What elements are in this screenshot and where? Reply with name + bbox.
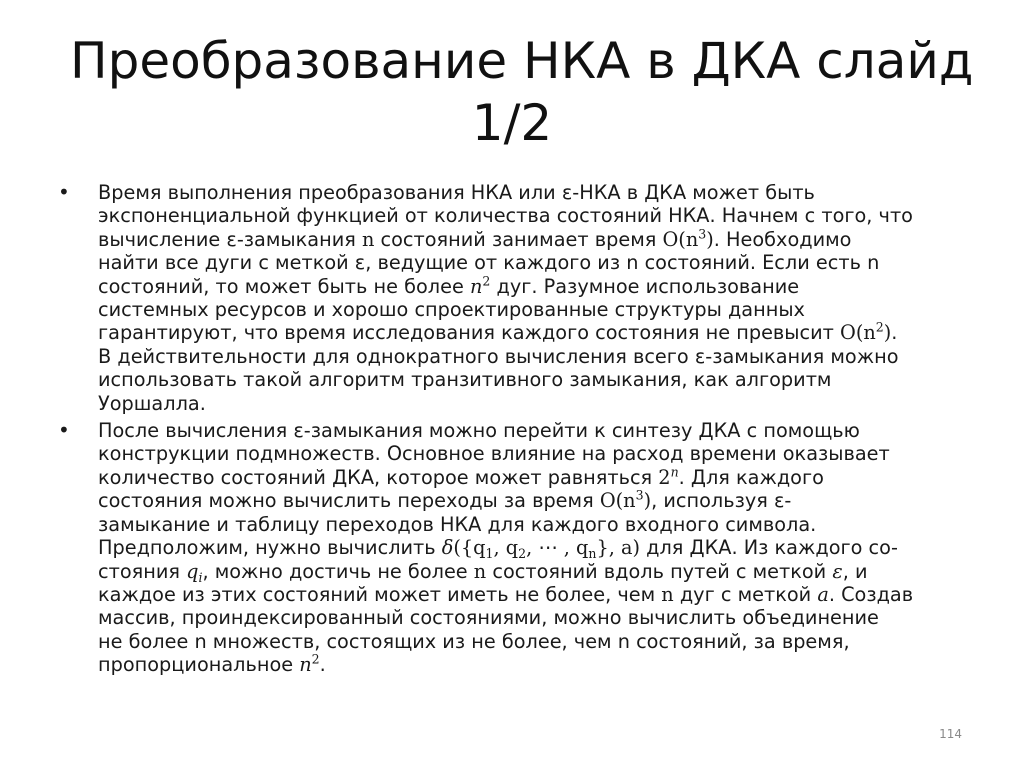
b1-line-3 bbox=[98, 228, 978, 251]
b1-l3-close: ) bbox=[706, 227, 714, 251]
b2-l8-text-c: . Создав bbox=[828, 582, 914, 606]
b2-l8-n: n bbox=[661, 582, 674, 606]
b1-l3-math-o bbox=[662, 228, 713, 251]
b2-l3-math-base: 2 bbox=[658, 465, 671, 489]
b2-line-2: конструкции подмножеств. Основное влияние на расход времени оказывает bbox=[98, 442, 890, 466]
slide-body bbox=[58, 181, 978, 681]
b2-l4-close: ) bbox=[643, 489, 652, 513]
b1-line-4: найти все дуги с меткой ε, ведущие от каждого из n состояний. Если есть n bbox=[98, 251, 880, 275]
b2-line-1: После вычисления ε-замыкания можно перейти к синтезу ДКА с помощью bbox=[98, 419, 860, 443]
b2-l6-close: }, a) bbox=[596, 536, 641, 560]
b2-l8-text-a: каждое из этих состояний может иметь не более, чем bbox=[98, 582, 662, 606]
b2-l4-sup: 3 bbox=[635, 487, 644, 503]
b2-l6-formula bbox=[453, 536, 640, 559]
b2-l11-text-b: . bbox=[319, 653, 326, 677]
b2-l7-sub: i bbox=[198, 569, 203, 585]
b2-l4-o: O(n bbox=[599, 489, 636, 513]
b2-l6-comma: , q bbox=[493, 536, 519, 560]
b2-l6-delta: δ bbox=[441, 536, 454, 560]
b2-l8-a: a bbox=[817, 582, 829, 606]
b2-l6-sub2: 2 bbox=[518, 545, 527, 561]
b1-l3-math-n: n bbox=[361, 227, 375, 251]
b1-l7-math-o bbox=[840, 321, 891, 344]
title-line-2: 1/2 bbox=[471, 94, 553, 152]
bullet-item-2 bbox=[58, 419, 978, 676]
b2-line-10: не более n множеств, состоящих из не более, чем n состояний, за время, bbox=[98, 629, 850, 653]
b1-line-1: Время выполнения преобразования НКА или ε-НКА в ДКА может быть bbox=[98, 181, 815, 204]
b1-l5-text-b: дуг. Разумное использование bbox=[490, 274, 800, 298]
b1-l3-o: O(n bbox=[662, 227, 699, 251]
b2-l7-n: n bbox=[473, 559, 487, 583]
bullet-point-1: • bbox=[58, 180, 70, 204]
b1-l5-math-n: n bbox=[469, 274, 483, 298]
b1-line-6: системных ресурсов и хорошо спроектированные структуры данных bbox=[98, 298, 805, 322]
b2-l6-text-b: для ДКА. Из каждого со- bbox=[640, 536, 898, 560]
b2-l6-subn: n bbox=[588, 545, 597, 561]
b1-l7-close: ) bbox=[883, 321, 892, 345]
b2-l11-sup: 2 bbox=[311, 651, 320, 667]
b1-line-8: В действительности для однократного вычисления всего ε-замыкания можно bbox=[98, 344, 899, 368]
b2-line-6 bbox=[98, 536, 978, 559]
b1-line-9: использовать такой алгоритм транзитивного замыкания, как алгоритм bbox=[98, 368, 832, 392]
b2-l6-sub1: 1 bbox=[485, 545, 494, 561]
b2-l7-text-b: , можно достичь не более bbox=[202, 559, 474, 583]
b2-l7-text-a: стояния bbox=[98, 559, 187, 583]
b2-l7-eps: ε bbox=[832, 559, 843, 583]
b1-l7-o: O(n bbox=[840, 321, 876, 345]
b1-l3-text-a: вычисление ε-замыкания bbox=[98, 227, 362, 251]
b2-l8-text-b: дуг с меткой bbox=[673, 582, 818, 606]
b1-l5-sup: 2 bbox=[482, 273, 491, 289]
b2-line-7 bbox=[98, 560, 978, 583]
slide-title bbox=[70, 30, 974, 154]
b2-l7-q: q bbox=[186, 559, 199, 583]
b2-line-8 bbox=[98, 583, 978, 606]
b1-l7-text-a: гарантируют, что время исследования каждого состояния не превысит bbox=[98, 321, 841, 345]
b2-l7-text-d: , и bbox=[842, 559, 868, 583]
b2-l6-dots: , ⋯ , q bbox=[526, 536, 589, 560]
page-number: 114 bbox=[939, 727, 962, 741]
b1-l3-sup: 3 bbox=[698, 226, 707, 242]
b2-line-4 bbox=[98, 489, 978, 512]
b1-l7-text-b: . bbox=[891, 321, 898, 345]
b2-l6-open: ({q bbox=[453, 536, 486, 560]
b2-l3-text-b: . Для каждого bbox=[678, 465, 824, 489]
b2-l7-text-c: состояний вдоль путей с меткой bbox=[486, 559, 833, 583]
title-line-1: Преобразование НКА в ДКА слайд bbox=[70, 32, 974, 90]
b2-l11-n: n bbox=[299, 653, 312, 677]
b1-l3-text-c: . Необходимо bbox=[713, 227, 852, 251]
b2-l4-text-b: , используя ε- bbox=[651, 489, 792, 513]
b1-l5-text-a: состояний, то может быть не более bbox=[98, 274, 470, 298]
b1-line-5 bbox=[98, 275, 978, 298]
b2-line-11 bbox=[98, 653, 978, 676]
b2-l3-text-a: количество состояний ДКА, которое может равняться bbox=[98, 465, 659, 489]
b1-l3-text-b: состояний занимает время bbox=[374, 227, 663, 251]
b2-l4-text-a: состояния можно вычислить переходы за время bbox=[98, 489, 600, 513]
bullet-item-1 bbox=[58, 181, 978, 415]
b1-line-7 bbox=[98, 321, 978, 344]
b2-line-9: массив, проиндексированный состояниями, можно вычислить объединение bbox=[98, 606, 879, 630]
b2-l11-text-a: пропорциональное bbox=[98, 653, 300, 677]
b2-l4-math-o bbox=[600, 489, 651, 512]
b1-l7-sup: 2 bbox=[875, 319, 884, 335]
bullet-point-2: • bbox=[58, 418, 70, 443]
b2-l3-sup: n bbox=[670, 464, 679, 480]
b2-line-3 bbox=[98, 466, 978, 489]
b2-line-5: замыкание и таблицу переходов НКА для каждого входного символа. bbox=[98, 512, 817, 536]
b1-line-10: Уоршалла. bbox=[98, 391, 206, 415]
b2-l6-text-a: Предположим, нужно вычислить bbox=[98, 536, 442, 560]
b1-line-2: экспоненциальной функцией от количества состояний НКА. Начнем с того, что bbox=[98, 204, 913, 228]
